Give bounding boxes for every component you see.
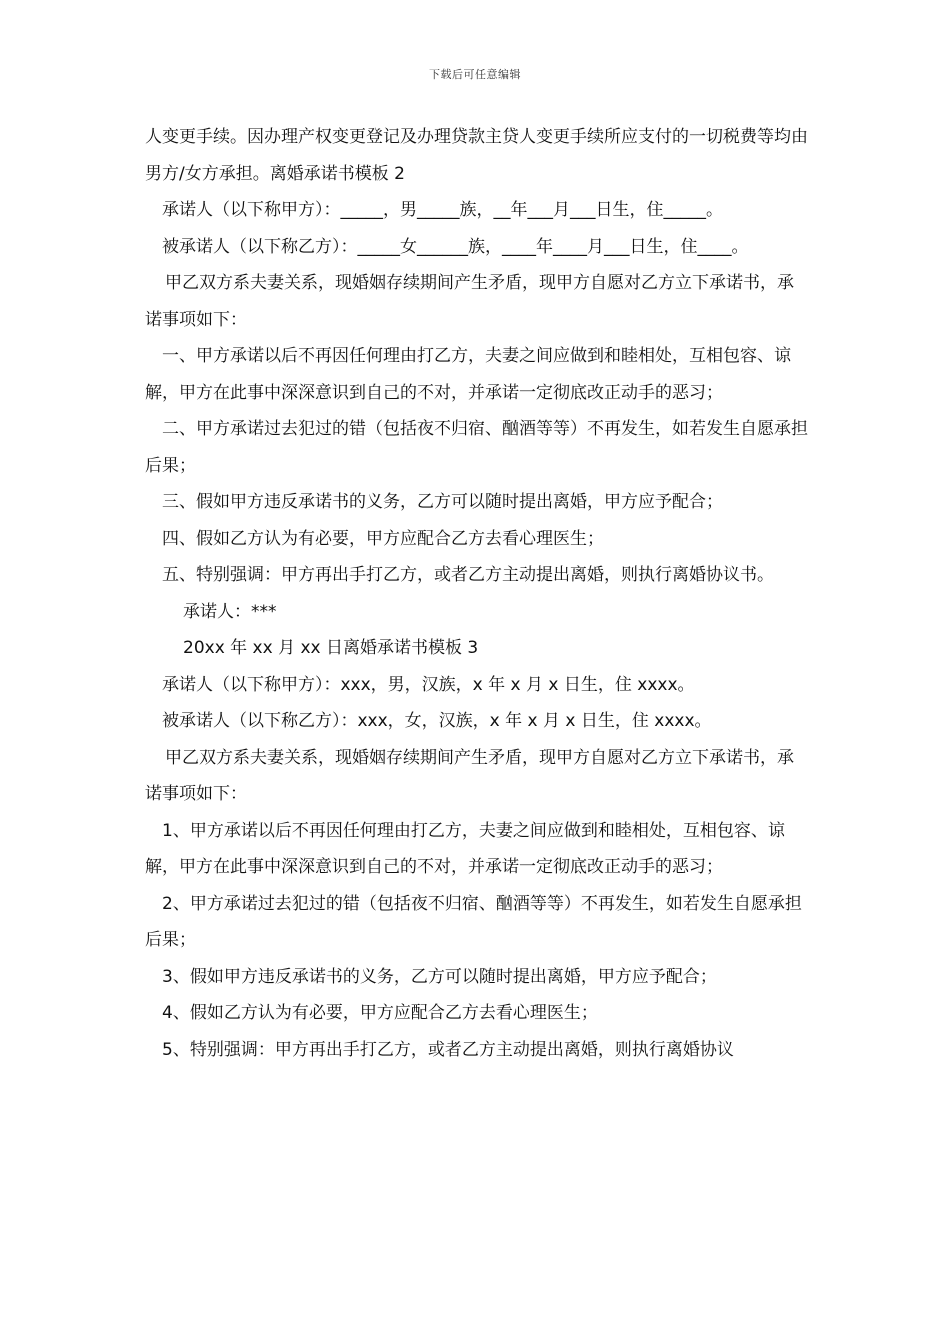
paragraph-item-3b: 3、假如甲方违反承诺书的义务，乙方可以随时提出离婚，甲方应予配合； xyxy=(162,966,717,987)
paragraph-intro-2: 甲乙双方系夫妻关系，现婚姻存续期间产生矛盾，现甲方自愿对乙方立下承诺书，承诺事项如下： xyxy=(145,747,794,804)
paragraph-item-1: 一、甲方承诺以后不再因任何理由打乙方，夫妻之间应做到和睦相处，互相包容、谅解，甲方在此事中深深意识到自己的不对，并承诺一定彻底改正动手的恶习； xyxy=(145,346,791,403)
paragraph-item-3: 三、假如甲方违反承诺书的义务，乙方可以随时提出离婚，甲方应予配合； xyxy=(162,492,723,512)
paragraph-item-4: 四、假如乙方认为有必要，甲方应配合乙方去看心理医生； xyxy=(162,528,604,549)
paragraph-promisor-blank: 承诺人（以下称甲方）：_____，男_____族，__年___月___日生，住_____。 xyxy=(162,200,723,220)
paragraph-item-5b: 5、特别强调：甲方再出手打乙方，或者乙方主动提出离婚，则执行离婚协议 xyxy=(162,1039,734,1060)
paragraph-item-5: 五、特别强调：甲方再出手打乙方，或者乙方主动提出离婚，则执行离婚协议书。 xyxy=(162,565,774,585)
paragraph-item-1b: 1、甲方承诺以后不再因任何理由打乙方，夫妻之间应做到和睦相处，互相包容、谅解，甲方在此事中深深意识到自己的不对，并承诺一定彻底改正动手的恶习； xyxy=(145,820,785,877)
paragraph-continuation: 人变更手续。因办理产权变更登记及办理贷款主贷人变更手续所应支付的一切税费等均由男方/女方承担。离婚承诺书模板 2 xyxy=(145,127,808,184)
paragraph-promisee-blank: 被承诺人（以下称乙方）：_____女______族，____年____月___日生，住____。 xyxy=(162,236,749,257)
paragraph-promisor: 承诺人（以下称甲方）：xxx，男，汉族，x 年 x 月 x 日生，住 xxxx。 xyxy=(162,674,695,695)
paragraph-date-title: 20xx 年 xx 月 xx 日离婚承诺书模板 3 xyxy=(183,638,479,658)
paragraph-signature: 承诺人：*** xyxy=(183,601,277,622)
paragraph-item-2b: 2、甲方承诺过去犯过的错（包括夜不归宿、酗酒等等）不再发生，如若发生自愿承担后果； xyxy=(145,893,802,950)
paragraph-item-4b: 4、假如乙方认为有必要，甲方应配合乙方去看心理医生； xyxy=(162,1003,598,1023)
document-body xyxy=(145,119,810,1068)
paragraph-promisee: 被承诺人（以下称乙方）：xxx，女，汉族，x 年 x 月 x 日生，住 xxxx。 xyxy=(162,711,712,731)
paragraph-intro: 甲乙双方系夫妻关系，现婚姻存续期间产生矛盾，现甲方自愿对乙方立下承诺书，承诺事项如下： xyxy=(145,273,794,330)
page-header: 下载后可任意编辑 xyxy=(429,68,521,81)
paragraph-item-2: 二、甲方承诺过去犯过的错（包括夜不归宿、酗酒等等）不再发生，如若发生自愿承担后果； xyxy=(145,419,808,476)
